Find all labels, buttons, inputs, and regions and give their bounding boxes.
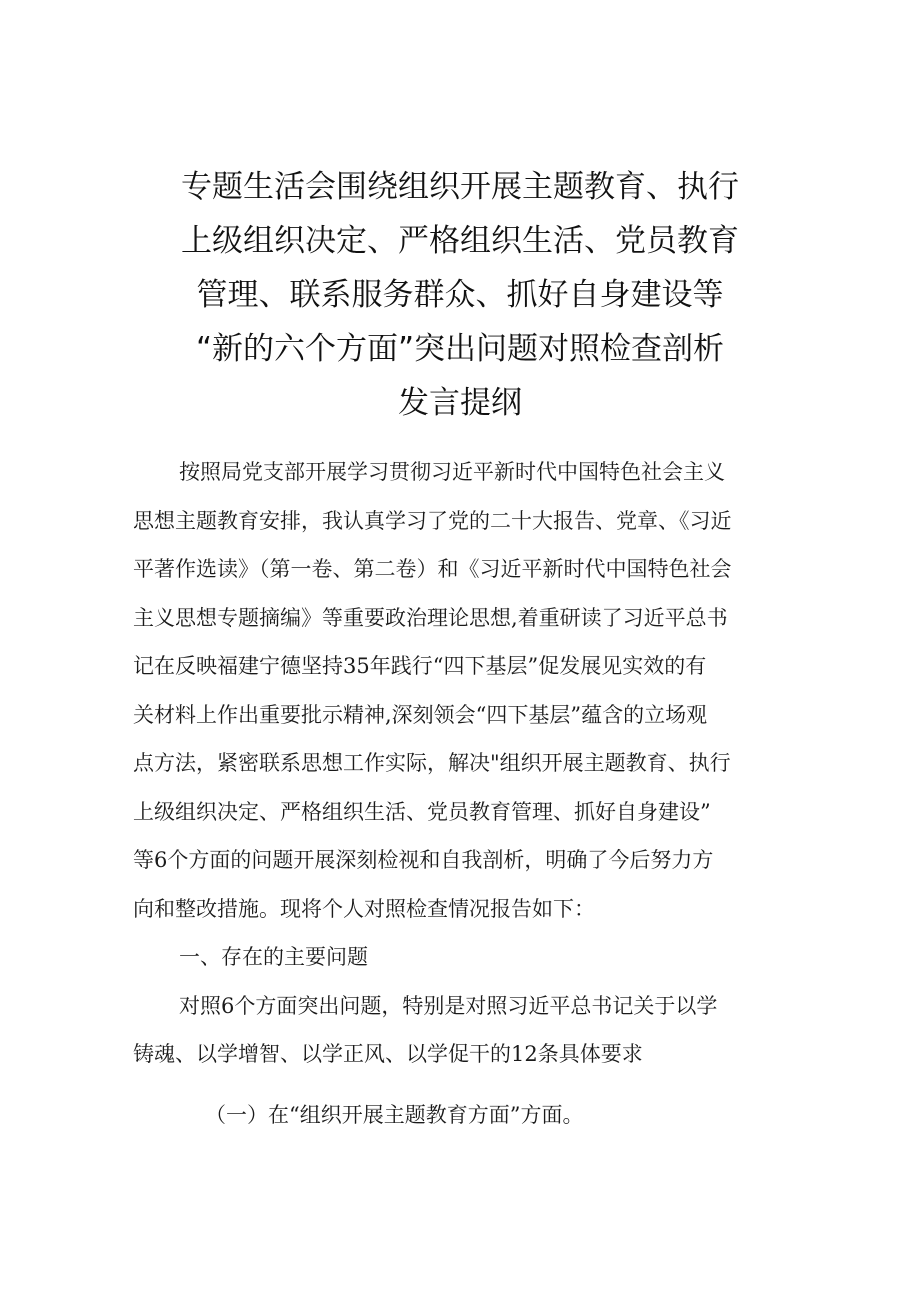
section-paragraph	[133, 982, 793, 1079]
section-heading: 一、存在的主要问题	[179, 945, 368, 969]
sub-heading: （一）在“组织开展主题教育方面”方面。	[205, 1102, 584, 1127]
paragraph-line: 等6个方面的问题开展深刻检视和自我剖析，明确了今后努力方	[133, 848, 714, 872]
paragraph-line: 主义思想专题摘编》等重要政治理论思想,着重研读了习近平总书	[133, 605, 728, 630]
paragraph-line: 点方法，紧密联系思想工作实际，解决"组织开展主题教育、执行	[133, 751, 731, 775]
paragraph-line: 铸魂、以学增智、以学正风、以学促干的12条具体要求	[133, 1042, 643, 1066]
paragraph-line: 平著作选读》（第一卷、第二卷）和《习近平新时代中国特色社会	[133, 557, 732, 581]
paragraph-line: 关材料上作出重要批示精神,深刻领会“四下基层”蕴含的立场观	[133, 702, 708, 727]
document-body	[133, 448, 793, 1139]
title-line: 专题生活会围绕组织开展主题教育、执行	[181, 169, 739, 205]
paragraph-line: 上级组织决定、严格组织生活、党员教育管理、抓好自身建设”	[133, 799, 711, 824]
document-title	[130, 160, 790, 430]
title-line: “新的六个方面”突出问题对照检查剖析	[195, 331, 725, 367]
paragraph-line: 按照局党支部开展学习贯彻习近平新时代中国特色社会主义	[179, 460, 725, 484]
paragraph-line: 对照6个方面突出问题，特别是对照习近平总书记关于以学	[179, 993, 718, 1018]
title-line: 上级组织决定、严格组织生活、党员教育	[181, 223, 739, 259]
paragraph-line: 记在反映福建宁德坚持35年践行“四下基层”促发展见实效的有	[133, 654, 707, 678]
paragraph-line: 思想主题教育安排，我认真学习了党的二十大报告、党章、《习近	[133, 508, 732, 533]
intro-paragraph	[133, 448, 793, 933]
title-line: 发言提纲	[398, 385, 522, 421]
title-line: 管理、联系服务群众、抓好自身建设等	[196, 277, 724, 313]
paragraph-line: 向和整改措施。现将个人对照检查情况报告如下：	[133, 896, 595, 921]
